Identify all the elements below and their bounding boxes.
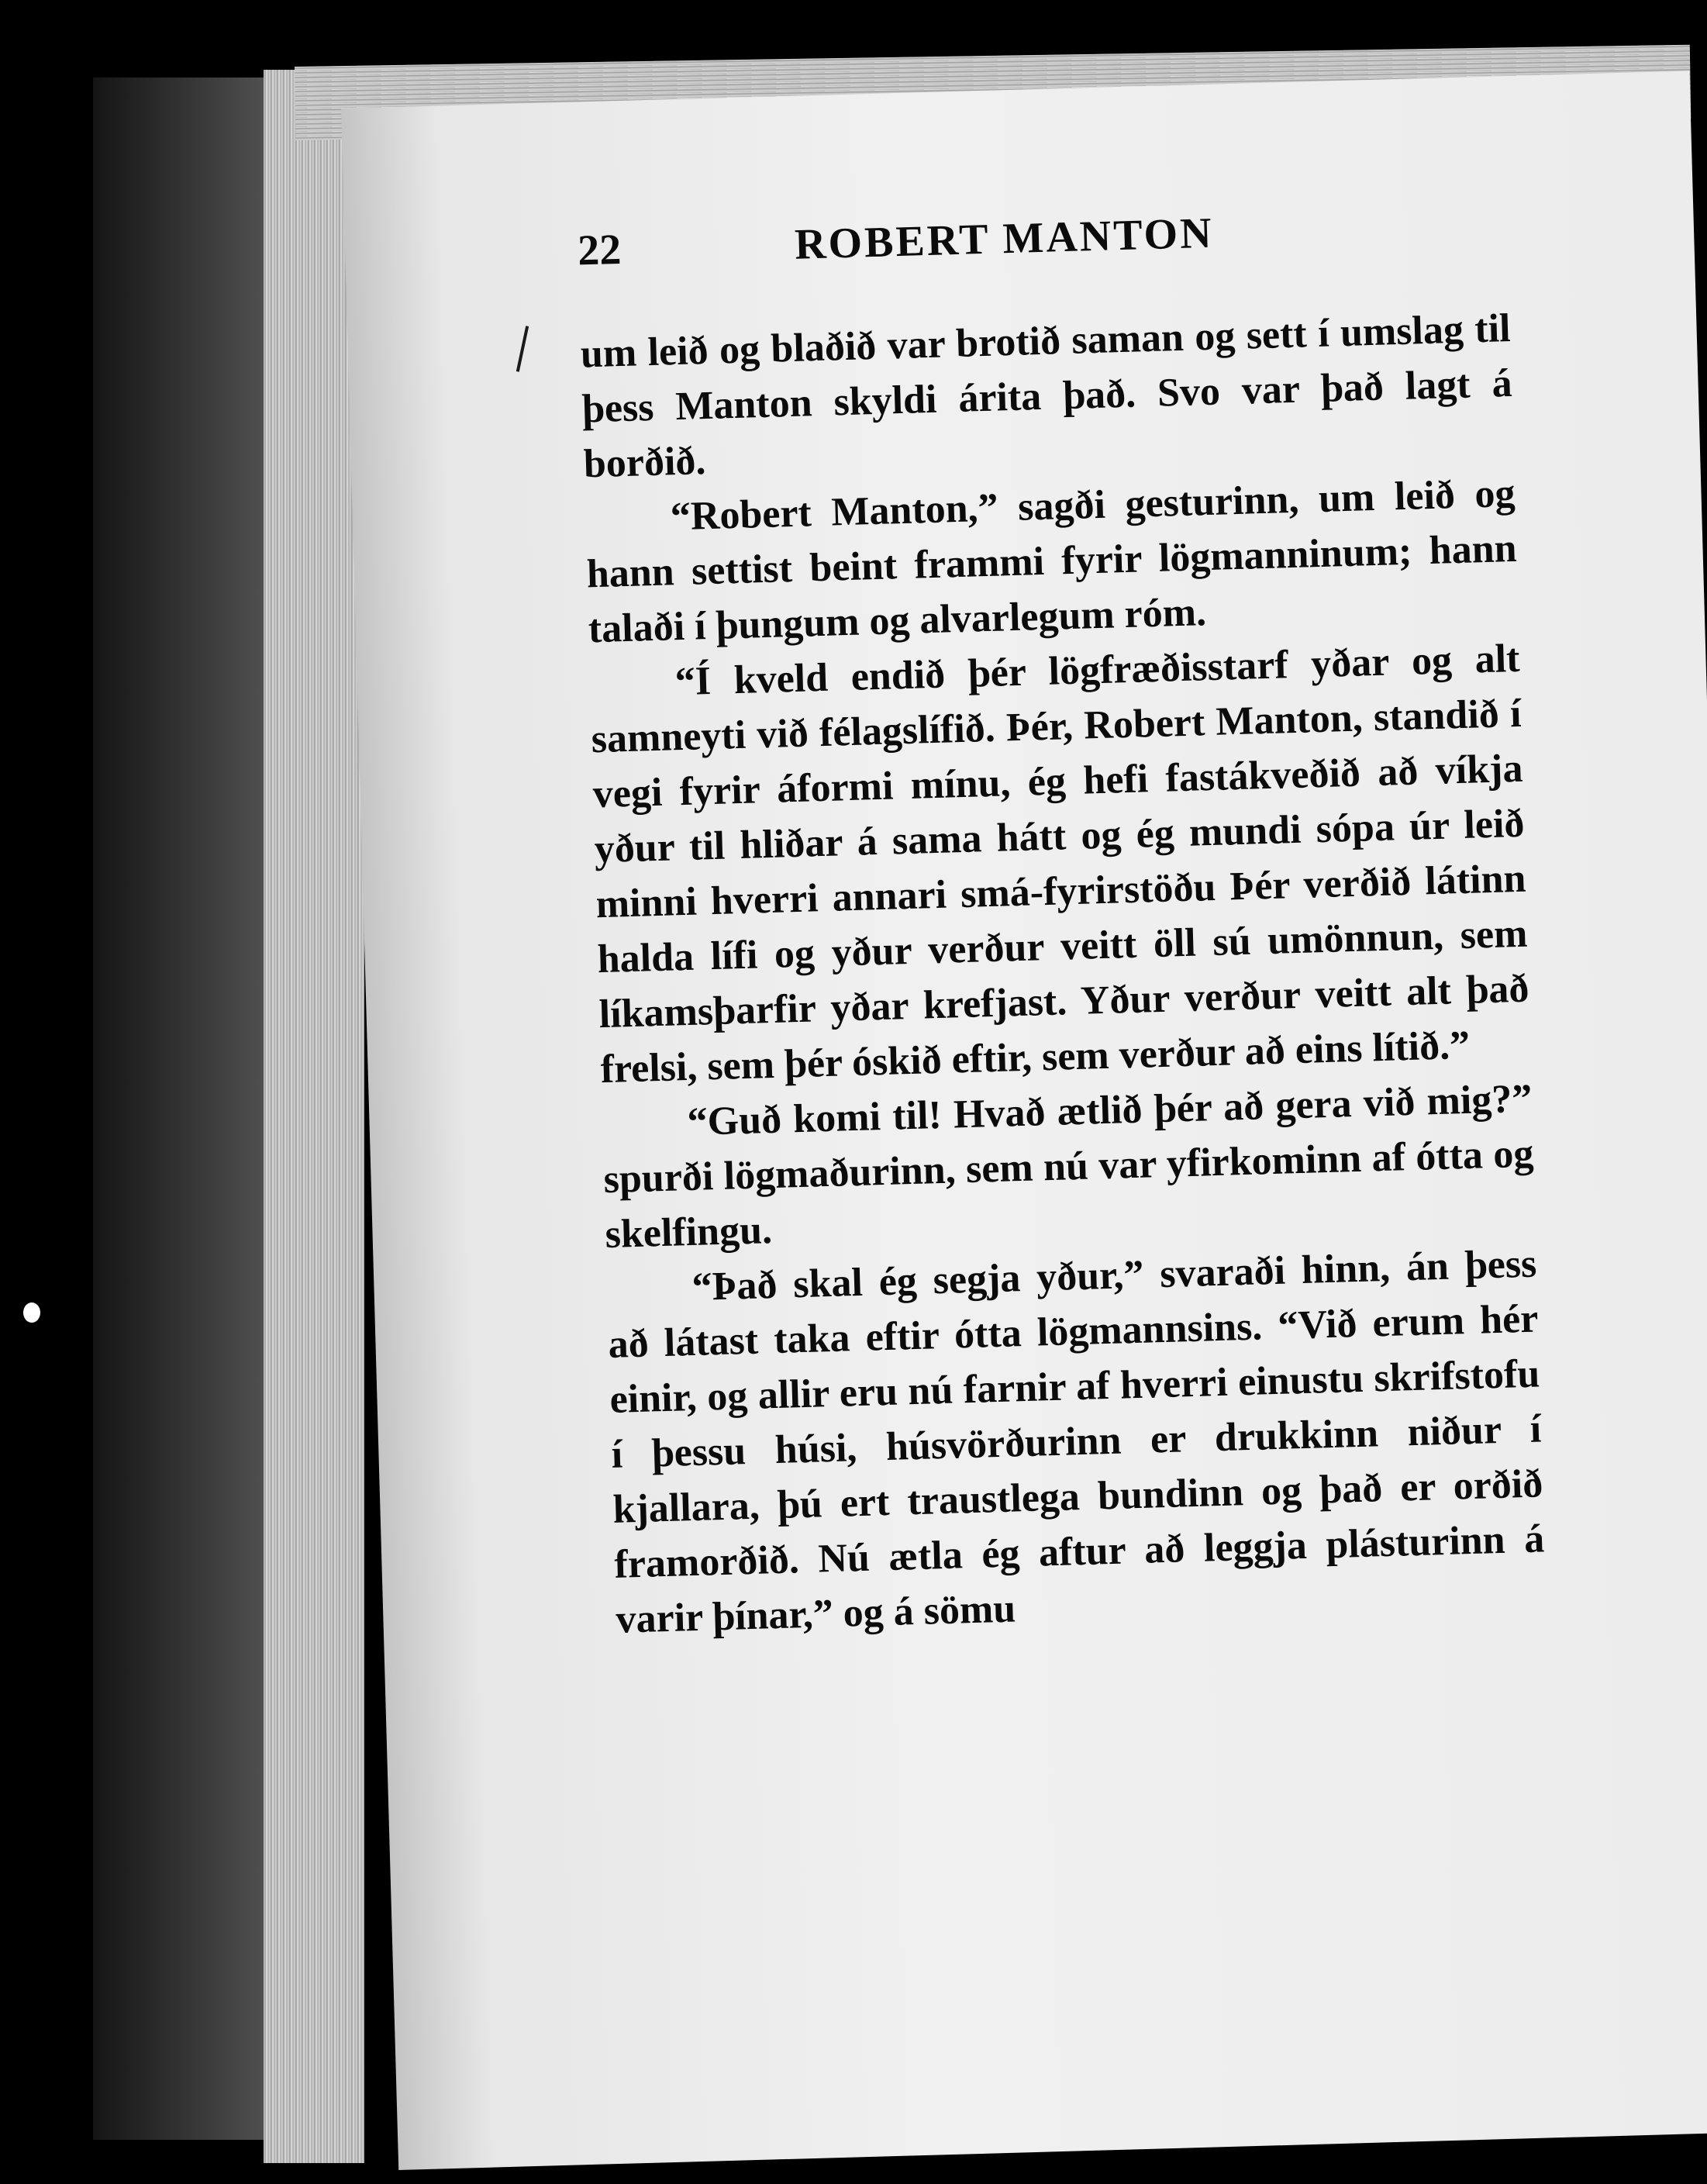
paragraph: “Það skal ég segja yður,” svaraði hinn, án þess að látast taka eftir ótta lögmannsins. “Við erum hér einir, og allir eru nú farnir af hverri einustu skrifstofu í þessu húsi, húsvörðurinn er drukkinn niður í kjallara, þú ert traustlega bundinn og það er orðið framorðið. Nú ætla ég aftur að leggja plásturinn á varir þínar,” og á sömu: [607, 1241, 1545, 1642]
paragraph: “Robert Manton,” sagði gesturinn, um leið og hann settist beint frammi fyrir lögmanninum; hann talaði í þungum og alvarlegum róm.: [586, 471, 1518, 652]
page-content: [577, 200, 1547, 1647]
paragraph: “Í kveld endið þér lögfræðisstarf yðar og alt samneyti við félagslífið. Þér, Robert Manton, standið í vegi fyrir áformi mínu, ég hefi fastákveðið að víkja yður til hliðar á sama hátt og ég mundi sópa úr leið minni hverri annari smá-fyrirstöðu Þér verðið látinn halda lífi og yður verður veitt öll sú umönnun, sem líkamsþarfir yðar krefjast. Yður verður veitt alt það frelsi, sem þér óskið eftir, sem verður að eins lítið.”: [591, 636, 1530, 1092]
paragraph: “Guð komi til! Hvað ætlið þér að gera við mig?” spurði lögmaðurinn, sem nú var yfirkominn af ótta og skelfingu.: [602, 1076, 1535, 1258]
scan-speck: [23, 1302, 40, 1323]
body-text: [580, 301, 1547, 1647]
running-head: [577, 200, 1509, 295]
book-page: [341, 71, 1707, 2170]
book-title: ROBERT MANTON: [794, 209, 1215, 269]
page-number: 22: [577, 225, 622, 275]
paragraph: um leið og blaðið var brotið saman og sett í umslag til þess Manton skyldi árita það. Svo var það lagt á borðið.: [580, 306, 1513, 487]
